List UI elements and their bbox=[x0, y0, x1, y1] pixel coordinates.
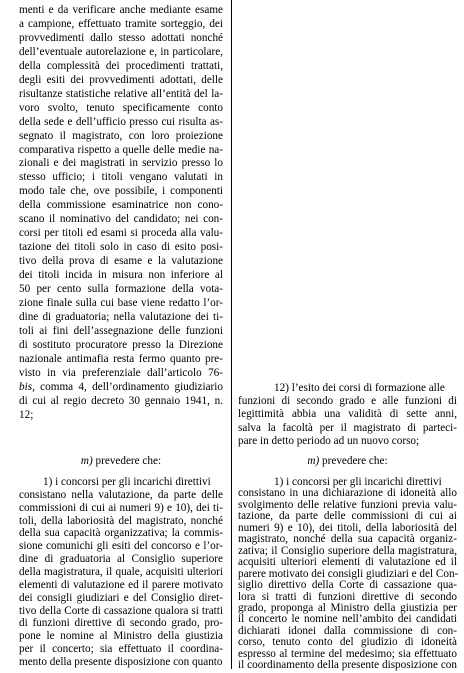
text-line: funzioni di secondo grado e alle funzioni di bbox=[238, 395, 457, 408]
text-line: corsi per titoli ed esami si proceda alla valu- bbox=[19, 227, 223, 240]
column-divider bbox=[231, 0, 232, 669]
text-line: commissioni di cui ai numeri 9) e 10), dei ti- bbox=[19, 501, 223, 514]
text-line: dine di graduatoria; nella valutazione dei ti- bbox=[19, 310, 223, 323]
text-line: voro svolto, tenuto specificamente conto bbox=[19, 101, 223, 114]
text-line: dei titoli incida in misura non inferiore al bbox=[19, 269, 223, 282]
text-line: svolgimento delle relative funzioni previa valu- bbox=[238, 498, 457, 511]
text-line: provvedimenti dallo stesso adottati nonché bbox=[19, 31, 223, 44]
text-line: di funzioni direttive di secondo grado, pro- bbox=[19, 617, 223, 630]
text-line: parere motivato dei consigli giudiziari e del Con- bbox=[238, 567, 459, 580]
text-line: comparativa rispetto a quelle delle medie na- bbox=[19, 143, 223, 156]
text-line: toli, della laboriosità del magistrato, nonché bbox=[19, 514, 223, 527]
text-line: acquisiti ulteriori elementi di valutazione ed il bbox=[238, 556, 457, 569]
text-line: di sostituto procuratore presso la Direzione bbox=[19, 338, 223, 351]
text-line: a campione, effettuato tramite sorteggio, dei bbox=[19, 17, 223, 30]
text-line: il concerto le nomine nell’ambito dei candidati bbox=[238, 613, 457, 626]
text-line: lora si tratti di funzioni direttive di secondo bbox=[238, 590, 457, 603]
text-line: della sede e dell’ufficio presso cui risulta as- bbox=[19, 115, 223, 128]
text-line: espresso al termine del medesimo; sia effettuato bbox=[238, 647, 457, 660]
text-line: della sua capacità organizzativa; la commis- bbox=[19, 527, 223, 540]
text-line: modo tale che, ove possibile, i componenti bbox=[19, 185, 223, 198]
text-line: pone le nomine al Ministro della giustizia bbox=[19, 630, 223, 643]
text-line: di cui al regio decreto 30 gennaio 1941, n. bbox=[19, 394, 223, 407]
text-line: tazione, da parte delle commissioni di cui ai bbox=[238, 510, 457, 523]
text-line: pare in detto periodo ad un nuovo corso; bbox=[238, 434, 420, 447]
text-line: 1) i concorsi per gli incarichi direttivi bbox=[43, 476, 211, 488]
text-line: il coordinamento della presente disposizione con bbox=[238, 659, 457, 672]
left-heading: m) prevedere che: bbox=[80, 455, 162, 467]
text-line: tazione dei titoli solo in caso di esito posi- bbox=[19, 241, 223, 254]
text-line: per il concerto; sia effettuato il coordina- bbox=[19, 643, 223, 656]
text-line: dei consigli giudiziari e del Consiglio diret- bbox=[19, 591, 223, 604]
text-line: legittimità abbia una validità di sette anni, bbox=[238, 408, 457, 421]
text-line: consistano in una dichiarazione di idoneità allo bbox=[238, 487, 457, 500]
text-line: 12; bbox=[19, 408, 34, 421]
text-line: segnato il magistrato, con loro proiezione bbox=[19, 129, 223, 142]
text-line: della complessità dei procedimenti trattati, bbox=[19, 59, 223, 72]
text-line: corso, tenuto conto del giudizio di idoneità bbox=[238, 636, 457, 649]
text-line: 1) i concorsi per gli incarichi direttivi bbox=[274, 476, 442, 488]
text-line: visto in via preferenziale dall’articolo 76- bbox=[19, 366, 223, 379]
text-line: zionali e dei magistrati in servizio presso lo bbox=[19, 157, 223, 170]
text-line: elementi di valutazione ed il parere motivato bbox=[19, 578, 223, 591]
text-line: 12) l’esito dei corsi di formazione alle bbox=[274, 382, 445, 394]
text-line: della magistratura, il quale, acquisiti ulteriori bbox=[19, 565, 223, 578]
text-line: zione finale sulla cui base viene redatto l’or- bbox=[19, 296, 223, 309]
text-line: dichiarati idonei dalla commissione di con- bbox=[238, 624, 457, 637]
text-line: degli esiti dei provvedimenti adottati, delle bbox=[19, 73, 223, 86]
text-line: toli ai fini dell’assegnazione delle funzioni bbox=[19, 324, 223, 337]
text-line: salva la facoltà per il magistrato di parteci- bbox=[238, 421, 457, 434]
text-line: tivo della Corte di cassazione qualora si tratti bbox=[19, 604, 223, 617]
text-line: consistano nella valutazione, da parte delle bbox=[19, 488, 223, 501]
text-line: bis, comma 4, dell’ordinamento giudiziario bbox=[19, 380, 223, 393]
text-line: dine di graduatoria al Consiglio superiore bbox=[19, 553, 223, 566]
text-line: magistrato, nonché della sua capacità organiz- bbox=[238, 533, 457, 546]
text-line: risultanze statistiche relative all’entità del la- bbox=[19, 87, 223, 100]
text-line: numeri 9) e 10), dei titoli, della laboriosità del bbox=[238, 521, 457, 534]
text-line: siglio direttivo della Corte di cassazione qua- bbox=[238, 579, 457, 592]
text-line: menti e da verificare anche mediante esame bbox=[19, 4, 223, 16]
text-line: nazionale antimafia resta fermo quanto pre- bbox=[19, 352, 223, 365]
text-line: zativa; il Consiglio superiore della magistratura, bbox=[238, 544, 457, 557]
text-line: della commissione esaminatrice non cono- bbox=[19, 199, 223, 212]
text-line: tivo della prova di esame e la valutazione bbox=[19, 255, 223, 268]
text-line: sione comunichi gli esiti del concorso e l’or- bbox=[19, 540, 223, 553]
text-line: 50 per cento sulla formazione della vota- bbox=[19, 283, 223, 295]
text-line: mento della presente disposizione con quanto bbox=[19, 655, 223, 668]
text-line: stesso ufficio; i titoli vengano valutati in bbox=[19, 171, 223, 184]
text-line: dell’eventuale autorelazione e, in particolare, bbox=[19, 45, 223, 58]
text-line: scano il nominativo del candidato; nei con- bbox=[19, 213, 223, 226]
text-line: grado, proponga al Ministro della giustizia per bbox=[238, 601, 457, 614]
right-heading: m) prevedere che: bbox=[307, 455, 388, 467]
